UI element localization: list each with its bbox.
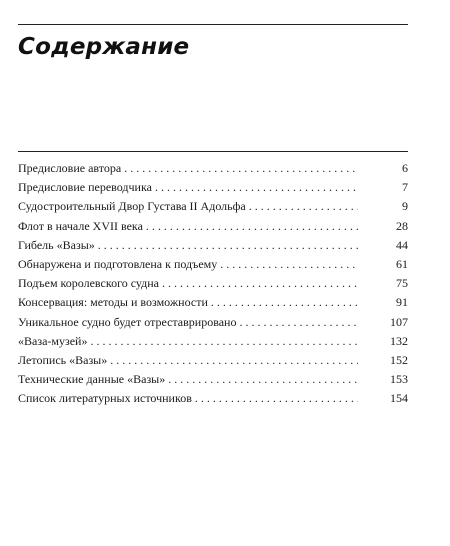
toc-entry-page-number: 61 — [396, 256, 408, 271]
toc-entry-page-number: 153 — [390, 372, 408, 387]
toc-entry — [18, 217, 408, 236]
toc-entry-page-number: 154 — [390, 391, 408, 406]
toc-entry — [18, 236, 408, 255]
toc-entry — [18, 159, 408, 178]
toc-entry-page-number: 7 — [402, 180, 408, 195]
toc-entry-title: Флот в начале XVII века — [18, 218, 143, 233]
toc-entry-page-number: 28 — [396, 218, 408, 233]
table-of-contents — [18, 159, 408, 408]
toc-entry-page-number: 91 — [396, 295, 408, 310]
dot-leader — [98, 236, 358, 255]
toc-entry — [18, 293, 408, 312]
toc-entry-title: Предисловие переводчика — [18, 180, 152, 195]
toc-entry — [18, 389, 408, 408]
dot-leader — [110, 351, 358, 370]
toc-entry-page-number: 132 — [390, 333, 408, 348]
dot-leader — [249, 197, 358, 216]
toc-divider — [18, 151, 408, 152]
toc-entry-title: Технические данные «Вазы» — [18, 372, 166, 387]
dot-leader — [90, 332, 358, 351]
toc-entry — [18, 197, 408, 216]
toc-entry-page-number: 107 — [390, 314, 408, 329]
toc-entry — [18, 178, 408, 197]
toc-entry-page-number: 9 — [402, 199, 408, 214]
toc-entry-page-number: 6 — [402, 161, 408, 175]
dot-leader — [124, 159, 358, 178]
dot-leader — [239, 313, 358, 332]
toc-entry-title: Предисловие автора — [18, 161, 122, 175]
dot-leader — [195, 389, 358, 408]
toc-entry — [18, 370, 408, 389]
toc-entry — [18, 351, 408, 370]
toc-entry — [18, 255, 408, 274]
toc-entry-title: Уникальное судно будет отреставрировано — [18, 314, 237, 329]
toc-entry-page-number: 75 — [396, 276, 408, 291]
toc-entry-title: Список литературных источников — [18, 391, 192, 406]
toc-entry-page-number: 44 — [396, 237, 408, 252]
toc-entry — [18, 274, 408, 293]
page-title: Содержание — [18, 34, 190, 60]
toc-entry-title: Консервация: методы и возможности — [18, 295, 208, 310]
toc-entry — [18, 313, 408, 332]
dot-leader — [220, 255, 358, 274]
toc-entry-title: Судостроительный Двор Густава II Адольфа — [18, 199, 246, 214]
toc-entry-title: «Ваза-музей» — [18, 333, 88, 348]
top-rule — [18, 24, 408, 25]
toc-entry-page-number: 152 — [390, 352, 408, 367]
toc-entry-title: Подъем королевского судна — [18, 276, 159, 291]
dot-leader — [146, 217, 358, 236]
dot-leader — [211, 293, 358, 312]
toc-entry-title: Гибель «Вазы» — [18, 237, 95, 252]
toc-entry-title: Обнаружена и подготовлена к подъему — [18, 256, 218, 271]
toc-entry-title: Летопись «Вазы» — [18, 352, 108, 367]
dot-leader — [168, 370, 358, 389]
dot-leader — [155, 178, 358, 197]
dot-leader — [162, 274, 358, 293]
toc-entry — [18, 332, 408, 351]
